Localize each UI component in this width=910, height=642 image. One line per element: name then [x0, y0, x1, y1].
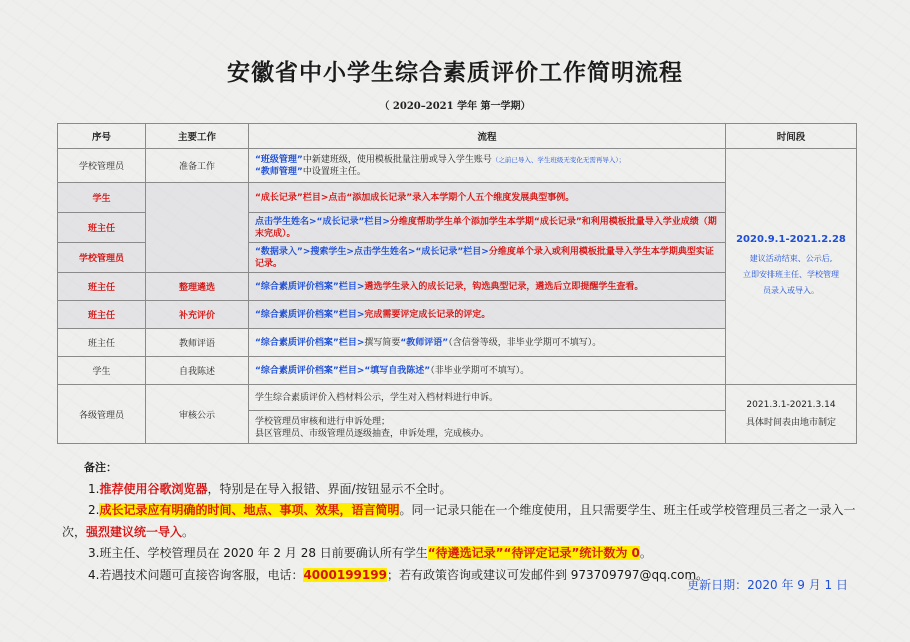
row-role: 学生 [58, 357, 146, 385]
row-role: 学校管理员 [58, 149, 146, 183]
row-role: 各级管理员 [58, 385, 146, 444]
row-role: 班主任 [58, 301, 146, 329]
header-task: 主要工作 [146, 124, 249, 149]
time-cell-audit [726, 385, 857, 444]
row-flow: 学生综合素质评价入档材料公示，学生对入档材料进行申诉。 [249, 385, 726, 411]
row-role: 学生 [58, 183, 146, 213]
row-flow: “综合素质评价档案”栏目>“填写自我陈述”（非毕业学期可不填写）。 [249, 357, 726, 385]
row-task-record [146, 183, 249, 273]
time-note: 建议活动结束、公示后, 立即安排班主任、学校管理 员录入或导入。 [743, 254, 839, 295]
row-task: 审核公示 [146, 385, 249, 444]
notes-section [62, 457, 862, 586]
row-task: 整理遴选 [146, 273, 249, 301]
time-range: 2020.9.1-2021.2.28 [736, 234, 846, 245]
hotline-number: 4000199199 [303, 567, 387, 582]
row-task: 教师评语 [146, 329, 249, 357]
row-flow: “综合素质评价档案”栏目>撰写简要“教师评语”（含信誉等级，非毕业学期可不填写）。 [249, 329, 726, 357]
row-task: 自我陈述 [146, 357, 249, 385]
row-role: 班主任 [58, 213, 146, 243]
process-table [57, 123, 857, 444]
row-flow: “综合素质评价档案”栏目>遴选学生录入的成长记录，钩选典型记录，遴选后立即提醒学生查看。 [249, 273, 726, 301]
page-subtitle: （ 2020–2021 学年 第一学期） [379, 101, 531, 112]
table-header-row [58, 124, 857, 149]
audit-time-note: 具体时间表由地市制定 [745, 418, 836, 428]
row-flow: “综合素质评价档案”栏目>完成需要评定成长记录的评定。 [249, 301, 726, 329]
note-2: 2.成长记录应有明确的时间、地点、事项、效果，语言简明。同一记录只能在一个维度使用，且只需要学生、班主任或学校管理员三者之一录入一次，强烈建议统一导入。 [62, 503, 856, 539]
row-flow: “班级管理”中新建班级，使用模板批量注册或导入学生账号（之前已导入、学生班级无变化无需再导入）； “教师管理”中设置班主任。 [249, 149, 726, 183]
table-row [58, 385, 857, 411]
update-date: 更新日期：2020 年 9 月 1 日 [687, 578, 848, 592]
row-task: 补充评价 [146, 301, 249, 329]
header-flow: 流程 [249, 124, 726, 149]
row-task: 准备工作 [146, 149, 249, 183]
row-flow: 学校管理员审核和进行申诉处理； 县区管理员、市级管理员逐级抽查，申诉处理，完成核办。 [249, 411, 726, 444]
row-flow: “成长记录”栏目>点击“添加成长记录”录入本学期个人五个维度发展典型事例。 [249, 183, 726, 213]
table-row [58, 149, 857, 183]
page-title: 安徽省中小学生综合素质评价工作简明流程 [227, 59, 683, 86]
notes-label: 备注： [84, 461, 117, 474]
audit-time-range: 2021.3.1-2021.3.14 [746, 400, 836, 410]
header-time: 时间段 [726, 124, 857, 149]
row-flow: “数据录入”>搜索学生>点击学生姓名>“成长记录”栏目>分维度单个录入或利用模板批量导入学生本学期典型实证记录。 [249, 243, 726, 273]
note-1: 1.推荐使用谷歌浏览器，特别是在导入报错、界面/按钮显示不全时。 [88, 481, 452, 496]
header-role: 序号 [58, 124, 146, 149]
row-role: 班主任 [58, 273, 146, 301]
row-role: 班主任 [58, 329, 146, 357]
row-role: 学校管理员 [58, 243, 146, 273]
note-3: 3.班主任、学校管理员在 2020 年 2 月 28 日前要确认所有学生“待遴选记录”“待评定记录”统计数为 0。 [88, 546, 652, 560]
time-cell-main [726, 149, 857, 385]
note-4: 4.若遇技术问题可直接咨询客服，电话：4000199199；若有政策咨询或建议可发邮件到 973709797@qq.com。 [88, 567, 709, 582]
row-flow: 点击学生姓名>“成长记录”栏目>分维度帮助学生单个添加学生本学期“成长记录”和利用模板批量导入学业成绩（期末完成）。 [249, 213, 726, 243]
